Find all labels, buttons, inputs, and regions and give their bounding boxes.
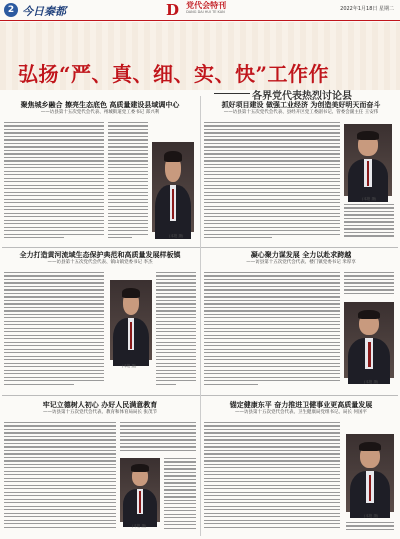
article-body bbox=[4, 422, 116, 536]
portrait-photo bbox=[346, 434, 394, 512]
portrait-photo bbox=[120, 458, 160, 522]
article-byline: ——访县第十五次党代会代表、卫生健康局党组书记、局长 何国平 bbox=[235, 410, 367, 415]
article-title: 全力打造黄河流域生态保护典范和高质量发展样板镇 bbox=[19, 250, 181, 259]
photo-caption: (本报 摄) bbox=[132, 524, 147, 528]
photo-caption: (本报 摄) bbox=[122, 364, 137, 368]
subhead-dash bbox=[214, 93, 250, 94]
photo-caption: (本报 摄) bbox=[362, 197, 377, 201]
section-letter: D bbox=[166, 1, 180, 19]
article-title: 抓好项目建设 做强工业经济 为创造美好明天而奋斗 bbox=[221, 100, 381, 109]
article-body bbox=[120, 422, 196, 456]
article-body bbox=[204, 122, 340, 244]
article-byline: ——访县第十五次党代会代表、教育和体育局局长 张茂节 bbox=[43, 410, 157, 415]
article-body bbox=[156, 272, 196, 392]
article-byline: ——访县第十五次党代会代表、县经开区党工委副书记、管委会副主任 王安伟 bbox=[223, 110, 379, 115]
banner bbox=[0, 22, 400, 102]
portrait-photo bbox=[110, 280, 152, 360]
article-title: 凝心聚力谋发展 全力以赴求跨越 bbox=[250, 250, 352, 259]
dateline: 2022年1月18日 星期二 bbox=[340, 6, 394, 12]
section-title bbox=[166, 1, 226, 20]
portrait-photo bbox=[344, 302, 394, 378]
article-title: 锚定健康东平 奋力推进卫健事业更高质量发展 bbox=[229, 400, 373, 409]
article-3 bbox=[4, 250, 196, 393]
portrait-photo bbox=[344, 124, 392, 196]
page-number: 2 bbox=[4, 3, 18, 17]
masthead-logo: 今日秦都 bbox=[22, 5, 66, 18]
article-6 bbox=[204, 400, 398, 537]
article-body bbox=[344, 204, 394, 244]
article-title: 聚焦城乡融合 擦亮生态底色 高质量建设县域调中心 bbox=[20, 100, 180, 109]
banner-subhead: 各界党代表热烈讨论县 bbox=[252, 91, 352, 102]
photo-caption: (本报 摄) bbox=[364, 514, 379, 518]
banner-headline: 弘扬“严、真、细、实、快”工作作 bbox=[18, 62, 330, 86]
article-2 bbox=[204, 100, 398, 245]
article-body bbox=[164, 458, 196, 536]
section-pinyin: DANG DAI HUI TE KAN bbox=[186, 10, 225, 14]
article-byline: ——访县第十五次党代会代表、州城街道党工委书记 郑兴利 bbox=[40, 110, 160, 115]
page-header bbox=[0, 0, 400, 22]
article-byline: ——访县第十五次党代会代表、镇山镇党委书记 李杰 bbox=[47, 260, 153, 265]
article-title: 牢记立德树人初心 办好人民满意教育 bbox=[42, 400, 158, 409]
article-body bbox=[4, 122, 104, 244]
photo-caption: (本报 摄) bbox=[169, 234, 184, 238]
article-body bbox=[204, 422, 340, 536]
photo-caption: (本报 摄) bbox=[364, 380, 379, 384]
article-byline: ——访县第十五次党代会代表、楼门镇党委书记 米厚享 bbox=[246, 260, 356, 265]
article-body bbox=[108, 122, 148, 244]
portrait-photo bbox=[152, 142, 194, 232]
article-5 bbox=[4, 400, 196, 537]
section-name: 党代会特刊 bbox=[186, 1, 227, 10]
header-rule bbox=[0, 20, 400, 21]
article-body bbox=[346, 522, 394, 536]
article-body bbox=[344, 272, 394, 300]
column-divider bbox=[200, 96, 201, 536]
article-body bbox=[4, 272, 104, 392]
article-1 bbox=[4, 100, 196, 245]
article-body bbox=[204, 272, 340, 392]
article-4 bbox=[204, 250, 398, 393]
